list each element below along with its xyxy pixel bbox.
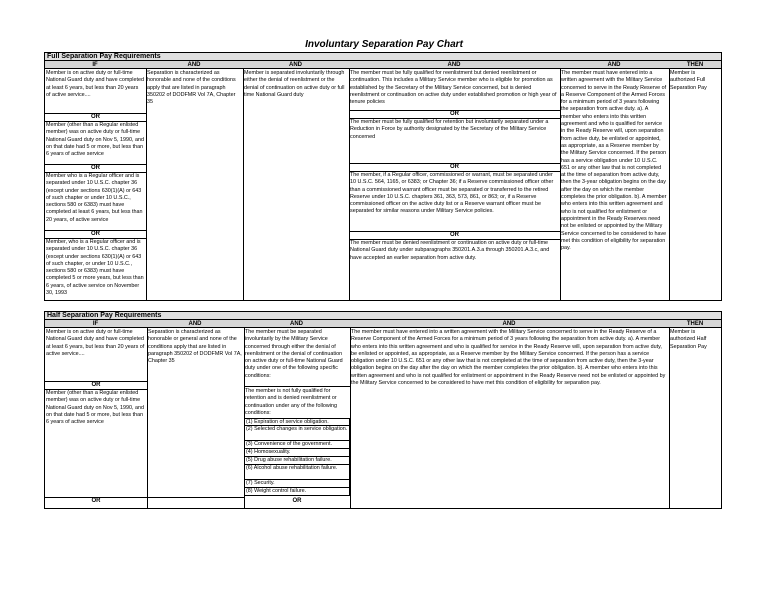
and-condition-text: Member is separated involuntarily through either the denial of reenlistment or the denial of continuation on active duty or full time National Guard duty xyxy=(244,70,345,98)
if-condition-text: Member is on active duty or full-time National Guard duty and have completed at least 6 years, but less than 20 years of active service.... xyxy=(46,329,145,357)
or-label: OR xyxy=(292,498,302,504)
and-condition-text: The member must have entered into a written agreement with the Military Service concerned to serve in the Ready Reserve of a Reserve Component of the Armed Forces for a minimum period of 3 years following the separation from active duty. a). A member who enters into this written agreement and who is qualified for service in the Ready Reserve will, upon separation from active duty, be enlisted or appointed, as appropriate, as a Reserve member by the Military Service concerned. If the person has a service obligation under 10 U.S.C. 651 or any other law that is not completed at the time of separation from active duty, then the 3-year obligation begins on the day after the day on which the member completes the prior obligation. b). A member who enters into this written agreement and who is not qualified for enlistment or appointment in the Ready Reserve need not be enlisted or appointed by the Military Service concerned to be considered to have met this condition of eligibility for separation pay. xyxy=(351,329,666,387)
header-then: THEN xyxy=(686,321,704,327)
then-result-text: Member is authorized Half Separation Pay xyxy=(670,329,707,350)
header-and: AND xyxy=(187,62,201,68)
condition-item: (7) Security. xyxy=(244,479,350,488)
section-title: Full Separation Pay Requirements xyxy=(47,53,161,60)
header-and: AND xyxy=(502,321,516,327)
or-label: OR xyxy=(91,382,101,388)
condition-item: (1) Expiration of service obligation. xyxy=(244,418,350,426)
and-condition-text: The member must have entered into a written agreement with the Military Service concerned to serve in the Ready Reserve of a Reserve Component of the Armed Forces for a minimum period of 3 years following the separation from active duty. a). A member who enters into this written agreement and who is qualified for service in the Ready Reserve will, upon separation from active duty, be enlisted or appointed, as appropriate, as a Reserve member by the Military Service concerned. If the person has a service obligation under 10 U.S.C. 651 or any other law that is not completed at the time of separation from active duty, then the 3-year obligation begins on the day after the day on which the member completes the prior obligation. b). A member who enters into this written agreement and who is not qualified for enlistment or appointment in the Ready Reserves need not be enlisted or appointed by the Military Service concerned to be considered to have met this condition of eligibility for separation pay. xyxy=(561,70,667,252)
and-condition-text: The member must be separated involuntarily by the Military Service concerned through either the denial of reenlistment or the denial of continuation on active duty or full-time National Guard duty under one of the following specific conditions: xyxy=(245,329,343,379)
header-and: AND xyxy=(290,321,303,327)
full-separation-table xyxy=(44,52,722,301)
half-separation-table xyxy=(44,311,722,509)
if-condition-text: Member (other than a Regular enlisted member) was on active duty or full-time National Guard duty on Nov 5, 1990, and on that date had 5 or more, but less than 6 years of active service xyxy=(46,390,144,426)
or-label: OR xyxy=(450,164,459,170)
row-divider xyxy=(244,386,350,387)
condition-item: (5) Drug abuse rehabilitation failure. xyxy=(244,456,350,465)
and-condition-text: Separation is characterized as honorable or general and none of the conditions apply that are listed in paragraph 350202 of DODFMR Vol 7A, Chapter 35 xyxy=(148,329,242,365)
header-and: AND xyxy=(289,62,302,68)
or-label: OR xyxy=(91,114,100,120)
page-title: Involuntary Separation Pay Chart xyxy=(305,39,463,50)
or-label: OR xyxy=(91,498,101,504)
header-if: IF xyxy=(92,321,99,327)
and-condition-text: Separation is characterized as honorable and none of the conditions apply that are listed in paragraph 350202 of DODFMR Vol 7A, Chapter 35 xyxy=(147,70,236,106)
header-and: AND xyxy=(607,62,621,68)
or-label: OR xyxy=(450,111,459,117)
section-heading-bar xyxy=(45,53,721,61)
header-if: IF xyxy=(92,62,98,68)
and-condition-text: The member must be denied reenlistment or continuation on active duty or full-time National Guard duty under subparagraphs 350201.A.3.a through 350201.A.3.c, and have accepted an earlier separation from active duty. xyxy=(350,240,550,261)
header-and: AND xyxy=(447,62,461,68)
condition-item: (3) Convenience of the government. xyxy=(244,440,350,449)
section-heading-bar xyxy=(45,312,721,320)
or-label: OR xyxy=(450,232,459,238)
header-then: THEN xyxy=(686,62,704,68)
header-and: AND xyxy=(188,321,202,327)
if-condition-text: Member, who is a Regular officer and is separated under 10 U.S.C. chapter 36 (except under sections 630(1)(A) or 643 of such chapter, or under 10 U.S.C., sections 580 or 6383) must have completed 5 or more years, but less than 6 years, of active service on November 30, 1993 xyxy=(46,239,144,297)
section-title: Half Separation Pay Requirements xyxy=(47,312,162,319)
condition-item: (4) Homosexuality. xyxy=(244,448,350,457)
condition-item: (8) Weight control failure. xyxy=(244,487,350,496)
and-condition-text: The member must be fully qualified for retention but involuntarily separated under a Reduction in Force by authority designated by the Secretary of the Military Service concerned xyxy=(350,119,549,140)
or-label: OR xyxy=(91,165,100,171)
if-condition-text: Member (other than a Regular enlisted member) was on active duty or full-time National Guard duty on Nov 5, 1990, and on that date had 5 or more, but less than 6 years of active service xyxy=(46,122,144,158)
condition-item: (2) Selected changes in service obligation. xyxy=(244,425,350,441)
condition-item: (6) Alcohol abuse rehabilitation failure. xyxy=(244,464,350,480)
then-result-text: Member is authorized Full Separation Pay xyxy=(670,70,707,91)
and-condition-text: The member must be fully qualified for reenlistment but denied reenlistment or continuation. This includes a Military Service member who is eligible for promotion as established by the Secretary of the Military Service concerned, but is denied reenlistment or continuation on active duty under established promotion or high year of tenure policies xyxy=(350,70,557,106)
and-condition-text: The member is not fully qualified for retention and is denied reenlistment or continuation under any of the following conditions: xyxy=(245,388,338,416)
or-label: OR xyxy=(91,231,100,237)
and-condition-text: The member, if a Regular officer, commissioned or warrant, must be separated under 10 U.S.C. 564, 1165, or 6383; or Chapter 36; if a Reserve commissioned officer other than a commissioned warrant officer must be separated or transferred to the retired Reserve under 10 U.S.C. chapters 361, 363, 573, 861, or 863; or, if a Reserve commissioned officer on the active duty list or a Reserve warrant officer must be separated for similar reasons under Military Service policies. xyxy=(350,172,554,215)
if-condition-text: Member is on active duty or full-time National Guard duty and have completed at least 6 years, but less than 20 years of active service.... xyxy=(46,70,144,98)
if-condition-text: Member who is a Regular officer and is separated under 10 U.S.C. chapter 36 (except under sections 630(1)(A) or 643 of such chapter or under 10 U.S.C., sections 580 or 6383) must have completed at least 6 years, but less than 20 years, of active service xyxy=(46,173,143,223)
